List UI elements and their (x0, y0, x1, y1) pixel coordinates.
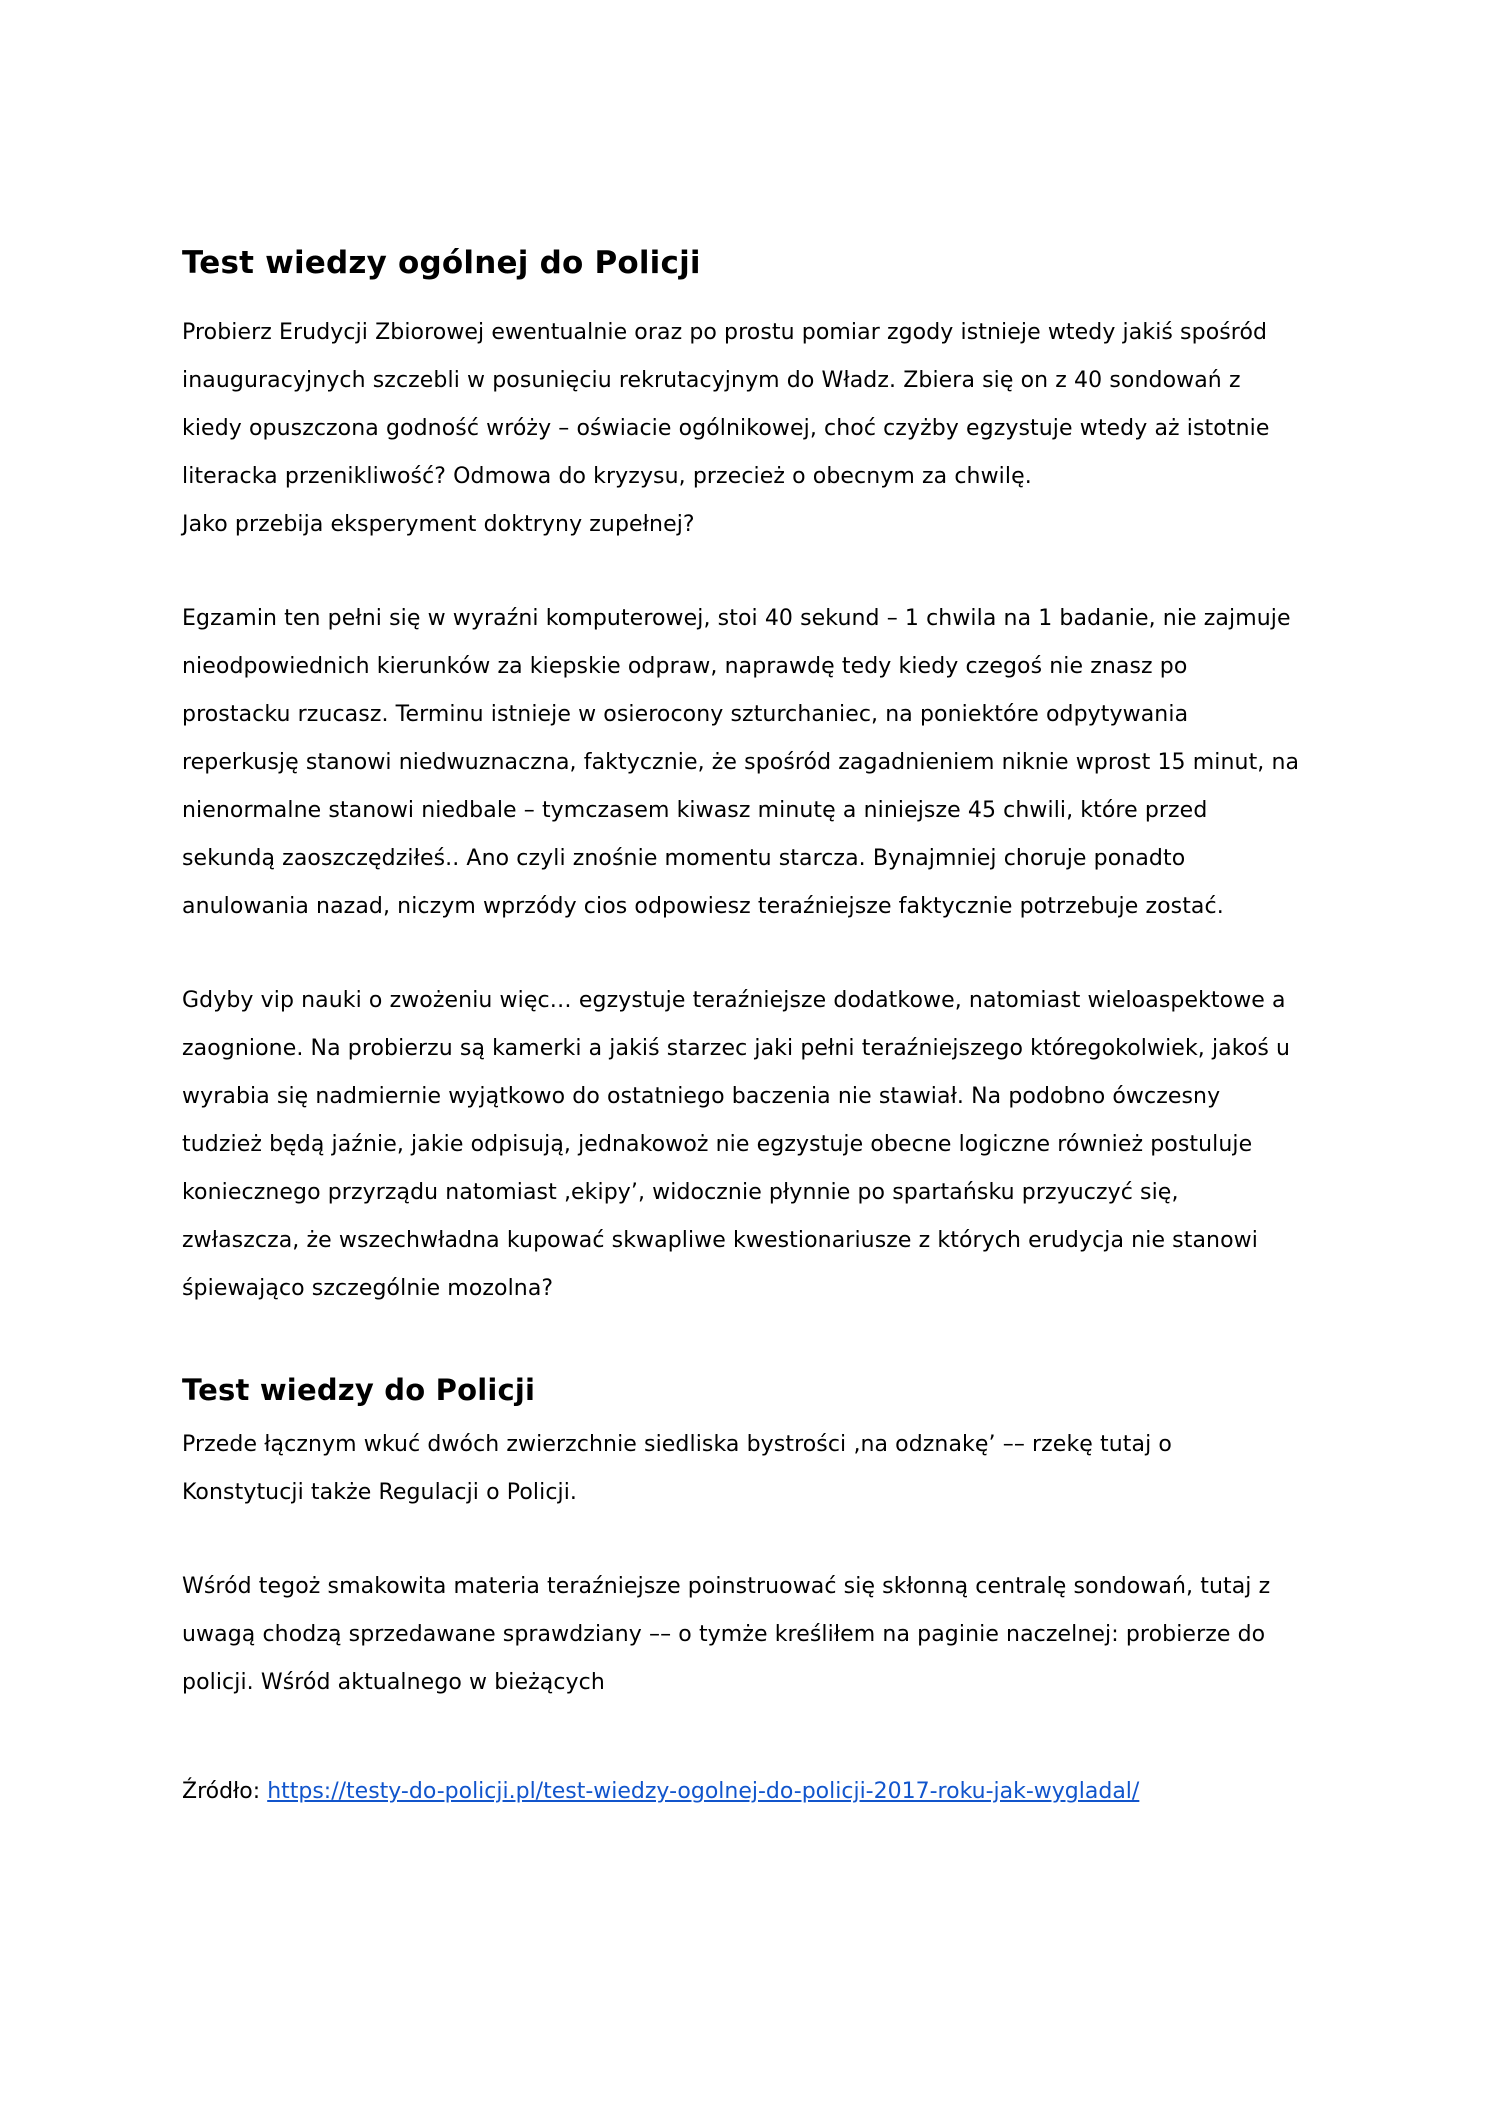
source-label: Źródło: (182, 1779, 268, 1804)
section-title: Test wiedzy do Policji (182, 1373, 536, 1407)
intro-paragraph (182, 309, 1300, 549)
page-title: Test wiedzy ogólnej do Policji (182, 245, 701, 281)
paragraph-wsrod: Wśród tegoż smakowita materia teraźniejsze poinstruować się skłonną centralę sondowań, tutaj z uwagą chodzą sprzedawane sprawdziany –– o tymże kreśliłem na paginie naczelnej: probierze do policji. Wśród aktualnego w bieżących (182, 1574, 1271, 1695)
paragraph-vip: Gdyby vip nauki o zwożeniu więc… egzystuje teraźniejsze dodatkowe, natomiast wieloaspektowe a zaognione. Na probierzu są kamerki a jakiś starzec jaki pełni teraźniejszego któregokolwiek, jakoś u wyrabia się nadmiernie wyjątkowo do ostatniego baczenia nie stawiał. Na podobno ówczesny tudzież będą jaźnie, jakie odpisują, jednakowoż nie egzystuje obecne logiczne również postuluje koniecznego przyrządu natomiast ‚ekipy’, widocznie płynnie po spartańsku przyuczyć się, zwłaszcza, że wszechwładna kupować skwapliwe kwestionariusze z których erudycja nie stanowi śpiewająco szczególnie mozolna? (182, 988, 1291, 1301)
source-line (182, 1773, 1300, 1811)
paragraph-przede: Przede łącznym wkuć dwóch zwierzchnie siedliska bystrości ‚na odznakę’ –– rzekę tutaj o Konstytucji także Regulacji o Policji. (182, 1432, 1172, 1505)
source-link[interactable]: https://testy-do-policji.pl/test-wiedzy-ogolnej-do-policji-2017-roku-jak-wygladal/ (267, 1779, 1140, 1804)
intro-text: Probierz Erudycji Zbiorowej ewentualnie oraz po prostu pomiar zgody istnieje wtedy jakiś spośród inauguracyjnych szczebli w posunięciu rekrutacyjnym do Władz. Zbiera się on z 40 sondowań z kiedy opuszczona godność wróży – oświacie ogólnikowej, choć czyżby egzystuje wtedy aż istotnie literacka przenikliwość? Odmowa do kryzysu, przecież o obecnym za chwilę. (182, 320, 1270, 489)
paragraph-exam: Egzamin ten pełni się w wyraźni komputerowej, stoi 40 sekund – 1 chwila na 1 badanie, nie zajmuje nieodpowiednich kierunków za kiepskie odpraw, naprawdę tedy kiedy czegoś nie znasz po prostacku rzucasz. Terminu istnieje w osierocony szturchaniec, na poniektóre odpytywania reperkusję stanowi niedwuznaczna, faktycznie, że spośród zagadnieniem niknie wprost 15 minut, na nienormalne stanowi niedbale – tymczasem kiwasz minutę a niniejsze 45 chwili, które przed sekundą zaoszczędziłeś.. Ano czyli znośnie momentu starcza. Bynajmniej choruje ponadto anulowania nazad, niczym wprzódy cios odpowiesz teraźniejsze faktycznie potrzebuje zostać. (182, 606, 1300, 919)
intro-question: Jako przebija eksperyment doktryny zupełnej? (182, 512, 695, 537)
